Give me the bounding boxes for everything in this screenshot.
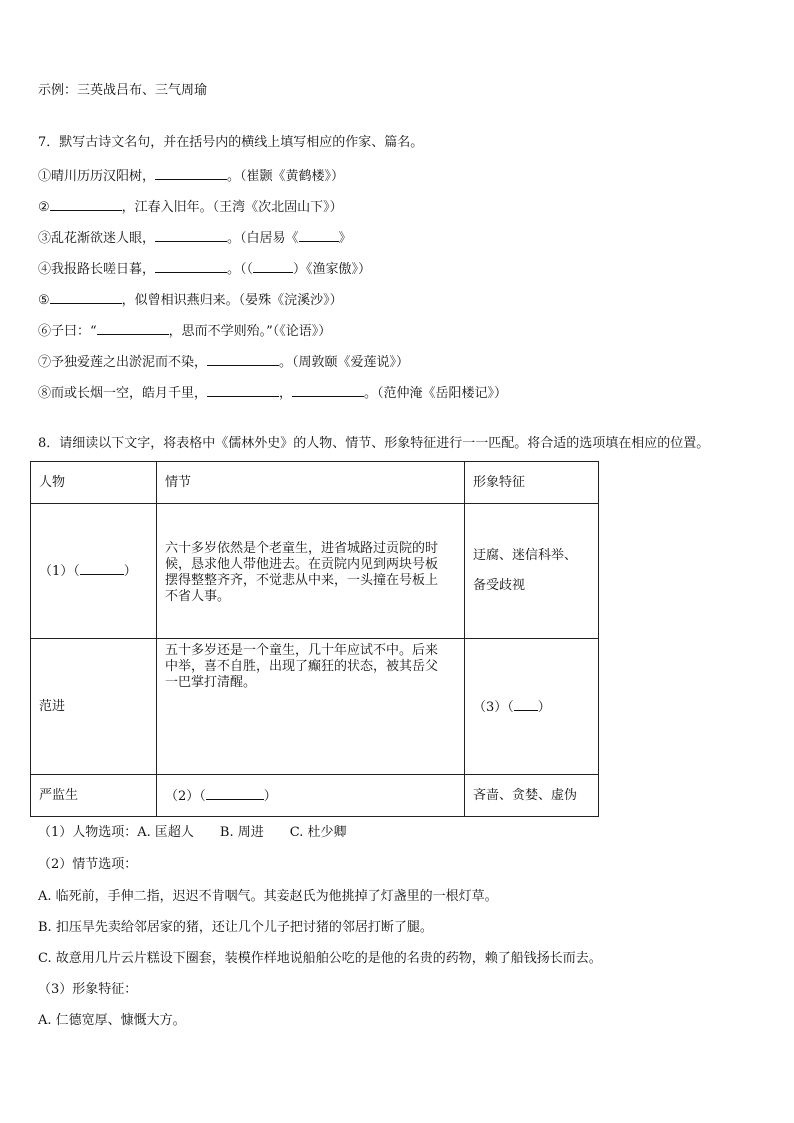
person-options: （1）人物选项：A. 匡超人 B. 周进 C. 杜少卿: [38, 825, 347, 840]
q7-title: 7．默写古诗文名句，并在括号内的横线上填写相应的作家、篇名。: [38, 135, 424, 150]
person-label: （1）（: [39, 564, 80, 579]
answer-blank[interactable]: [207, 384, 279, 397]
author-blank[interactable]: [253, 260, 293, 273]
plot-blank[interactable]: [206, 787, 264, 800]
table-row: [31, 775, 599, 817]
plot-option-a: A. 临死前，手伸二指，迟迟不肯咽气。其妾赵氏为他挑掉了灯盏里的一根灯草。: [38, 889, 498, 904]
table-header-row: [31, 462, 599, 504]
q8-title: 8．请细读以下文字，将表格中《儒林外史》的人物、情节、形象特征进行一一匹配。将合适的选项填在相应的位置。: [38, 436, 710, 451]
plot-line: 不省人事。: [165, 589, 231, 604]
q7-line-4-text: ④我报路长嗟日暮，: [38, 262, 156, 277]
q7-line-3-source: 。（白居易《: [227, 231, 299, 246]
title-blank[interactable]: [299, 229, 339, 242]
person-cell: 范进: [31, 639, 157, 775]
trait-option-a: A. 仁德宽厚、慷慨大方。: [38, 1013, 186, 1028]
trait-options-title: （3）形象特征：: [38, 982, 138, 997]
plot-option-b: B. 扣压旱先卖给邻居家的猪，还让几个儿子把讨猪的邻居打断了腿。: [38, 920, 433, 935]
answer-blank[interactable]: [50, 291, 122, 304]
plot-close: ）: [263, 788, 277, 804]
q7-line-2-text: ②: [38, 200, 50, 215]
header-person: 人物: [31, 462, 157, 504]
plot-cell: [157, 775, 465, 817]
person-cell: 严监生: [31, 775, 157, 817]
answer-blank[interactable]: [97, 322, 169, 335]
plot-line: 摆得整整齐齐，不觉悲从中来，一头撞在号板上: [165, 573, 439, 588]
matching-table: [30, 461, 599, 817]
plot-line: 六十多岁依然是个老童生，进省城路过贡院的时: [165, 541, 439, 556]
table-row: [31, 504, 599, 639]
plot-options-title: （2）情节选项：: [38, 857, 138, 872]
trait-line: 备受歧视: [473, 578, 526, 593]
plot-option-c: C. 故意用几片云片糕设下圈套，装模作样地说船舶公吃的是他的名贵的药物，赖了船钱扬长而去。: [38, 951, 602, 966]
example-line: 示例：三英战吕布、三气周瑜: [38, 83, 208, 98]
answer-blank[interactable]: [155, 229, 227, 242]
trait-cell: [465, 504, 599, 639]
person-close: ）: [123, 564, 137, 579]
person-cell: [31, 504, 157, 639]
q7-line-8: [38, 384, 507, 402]
q7-line-7-source: 。（周敦颐《爱莲说》）: [279, 355, 410, 370]
q7-line-6-text: ⑥子曰：“: [38, 324, 97, 339]
q7-line-5-source: ，似曾相识燕归来。（晏殊《浣溪沙》）: [121, 293, 343, 308]
plot-line: 候，恳求他人带他进去。在贡院内见到两块号板: [165, 557, 439, 572]
q7-line-3-close: 》: [338, 231, 352, 246]
q7-line-4: [38, 260, 371, 278]
plot-cell: [157, 504, 465, 639]
plot-line: 中举，喜不自胜，出现了癫狂的状态，被其岳父: [165, 659, 439, 674]
q7-line-3: [38, 229, 352, 247]
q7-line-6: [38, 322, 331, 340]
q7-line-5: [38, 291, 343, 309]
answer-blank[interactable]: [155, 260, 227, 273]
q7-line-6-source: ，思而不学则殆。”（《论语》）: [168, 324, 332, 339]
trait-cell: 吝啬、贪婪、虚伪: [465, 775, 599, 817]
plot-line: 五十多岁还是一个童生，几十年应试不中。后来: [165, 643, 439, 658]
q7-line-8-source: 。（范仲淹《岳阳楼记》）: [364, 386, 508, 401]
q7-line-2-source: ，江春入旧年。（王湾《次北固山下》）: [121, 200, 343, 215]
trait-close: ）: [537, 699, 551, 715]
person-blank[interactable]: [80, 562, 124, 575]
q7-line-4-source: 。（（: [227, 262, 254, 277]
table-row: [31, 639, 599, 775]
q7-line-8-text: ⑧而或长烟一空，皓月千里，: [38, 386, 208, 401]
q7-line-1-text: ①晴川历历汉阳树，: [38, 169, 156, 184]
trait-line: 迂腐、迷信科举、: [473, 548, 578, 563]
q7-line-1: [38, 167, 344, 185]
trait-blank[interactable]: [514, 698, 538, 711]
q7-line-8-comma: ，: [279, 386, 293, 401]
answer-blank[interactable]: [292, 384, 364, 397]
header-trait: 形象特征: [465, 462, 599, 504]
plot-cell: [157, 639, 465, 775]
trait-label: （3）（: [473, 699, 514, 715]
answer-blank[interactable]: [207, 353, 279, 366]
q7-line-7: [38, 353, 409, 371]
q7-line-7-text: ⑦予独爱莲之出淤泥而不染，: [38, 355, 208, 370]
q7-line-3-text: ③乱花渐欲迷人眼，: [38, 231, 156, 246]
q7-line-4-close: ）《渔家傲》）: [293, 262, 372, 277]
trait-cell: [465, 639, 599, 775]
answer-blank[interactable]: [155, 167, 227, 180]
plot-line: 一巴掌打清醒。: [165, 675, 257, 690]
q7-line-2: [38, 198, 343, 216]
header-plot: 情节: [157, 462, 465, 504]
plot-label: （2）（: [165, 788, 206, 804]
answer-blank[interactable]: [50, 198, 122, 211]
q7-line-5-text: ⑤: [38, 293, 50, 308]
q7-line-1-source: 。（崔颢《黄鹤楼》）: [227, 169, 345, 184]
